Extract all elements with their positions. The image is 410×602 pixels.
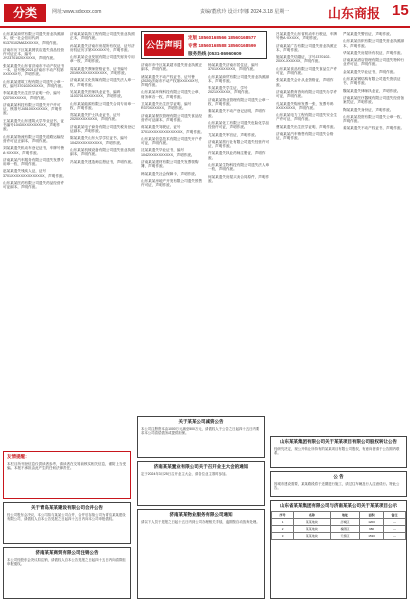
notice-title: 济南某某置业有限公司关于召开业主大会的通知	[153, 464, 249, 469]
classified-item: 李某某遗失出生医学证明一份，编号Q370XXXXXX，声明作废。	[3, 91, 61, 100]
classified-item: 杨某某遗失济南市居住证，编号3701XXXXXXXX，声明作废。	[208, 63, 259, 72]
notice-text: 请以下人员于见报之日起十五日内到公司办理相关手续，逾期按自动放弃处理。	[141, 520, 260, 524]
classified-item: 济南某某装饰工程有限公司遗失营业执照正本，声明作废。	[70, 32, 135, 41]
table-row	[272, 526, 406, 533]
reminder-notice	[3, 451, 131, 499]
table-cell: 历城区	[330, 519, 359, 526]
table-cell: 某某地块	[294, 519, 331, 526]
classified-item: 山东某某商贸有限公司遗失营业执照副本，声明作废。	[208, 74, 270, 83]
table-body	[272, 519, 406, 540]
classified-item: 沈某某遗失毕业证书，编号1042XXXXXXXXXX，声明作废。	[141, 148, 195, 157]
table-cell: 天桥区	[330, 533, 359, 540]
notice-owners	[137, 461, 265, 506]
column-5	[276, 32, 340, 432]
editor-meta: 责编/董欣玲 设计/李娜 2024.3.18 星期一	[200, 9, 290, 15]
classified-item: 秦某某遗失不动产登记证明，声明作废。	[208, 109, 266, 118]
classified-item: 济南某某酒店管理有限公司遗失特种行业许可证，声明作废。	[343, 58, 405, 67]
ad-line-2: 专营 18560168588 18560168599	[188, 43, 256, 48]
notice-title: 山东某某集团有限公司关于某某项目有限公司股权转让公告	[280, 439, 397, 444]
notice-title: 公 告	[333, 474, 344, 479]
classified-item: 周某某遗失教师资格证书，证书编号2019XXXXXXXXXXXX，声明作废。	[70, 66, 129, 76]
classified-item: 孔某某遗失购房发票一张，发票号码XXXXXXXX，声明作废。	[276, 101, 334, 110]
notice-text: 经研究决定，现公开转让所持有的某某项目有限公司股权，有意向者请于公告期内联系。	[274, 447, 400, 456]
notice-text: 本公司经股东会决议拟注销，请债权人自本公告见报之日起四十五日内向清算组申报债权。	[7, 558, 126, 567]
classified-item: 山东某某钢结构有限公司遗失资质证书，声明作废。	[343, 77, 401, 86]
classified-item: 曹某某遗失出生医学证明，声明作废。	[276, 124, 338, 129]
classified-item: 孙某某遗失济南市房屋所有权证，证号济房权证历字第XXXXXX号，声明作废。	[70, 43, 135, 52]
column-1	[3, 32, 67, 448]
classified-item: 蒋某某遗失驾驶证，证号3701XXXXXXXXXXXXXX，声明作废。	[141, 125, 205, 134]
classified-item: 卫某某遗失出生医学证明，编号R370XXXXXX，声明作废。	[141, 102, 192, 111]
table-cell: 980	[360, 526, 384, 533]
classified-item: 济南某某物业管理有限公司遗失公章一枚，声明作废。	[208, 97, 270, 107]
table-header-cell: 名称	[294, 512, 331, 519]
notice-property	[137, 509, 265, 599]
classified-item: 山东某某房地产开发有限公司遗失预售许可证，声明作废。	[141, 178, 203, 188]
ad-line-3: 服务热线 (0531-86960609	[188, 51, 242, 56]
classified-item: 山东某某信息技术有限公司遗失开户许可证，声明作废。	[141, 136, 203, 146]
classified-item: 济南某某文化传媒有限公司遗失法人章一枚，声明作废。	[70, 78, 135, 87]
classified-item: 魏某某遗失律师执业证，声明作废。	[343, 88, 401, 93]
reminder-title: 友情提醒：	[7, 454, 30, 459]
notice-title: 济南某某物业服务有限公司通知	[169, 512, 233, 517]
newspaper-brand: 山东商报	[328, 6, 381, 21]
classified-item: 山东某某商贸有限公司遗失营业执照副本，统一社会信用代码91370102MA3XXXXX，声明作废。	[3, 32, 65, 45]
notice-text: 定于2024年3月25日召开业主大会，请各位业主准时参加。	[141, 472, 229, 476]
classified-item: 山东某某投资有限公司遗失公章一枚，声明作废。	[343, 114, 405, 124]
notice-capital	[137, 416, 265, 458]
reminder-text: 本栏目所刊登信息仅供读者参考，请读者在交易前核实相关信息，谨防上当受骗。本报不承担由此产生的任何法律责任。	[7, 462, 126, 471]
classified-item: 何某某遗失房屋买卖合同原件，声明作废。	[208, 174, 270, 183]
column-4	[208, 63, 272, 413]
classified-item: 山东某某食品有限公司遗失食品生产许可证，声明作废。	[276, 66, 338, 76]
classified-item: 金某某遗失毕业证书，声明作废。	[343, 69, 397, 74]
classified-item: 山东某某纺织有限公司遗失营业执照副本，声明作废。	[343, 39, 405, 48]
classified-item: 济南某某汽车销售有限公司遗失合格证，声明作废。	[276, 132, 334, 141]
classified-item: 赵某某遗失残疾人证，证号3701XXXXXXXXXXXXXX，声明作废。	[3, 169, 67, 178]
table-cell: —	[383, 526, 405, 533]
classified-item: 严某某遗失警官证，声明作废。	[343, 32, 394, 36]
notice-text: 因城市建设需要，某某路段将于近期进行施工，请过往车辆及行人注意绕行。特此公告。	[274, 482, 400, 491]
classified-item: 张某某遗失会计从业资格证，声明作废。	[276, 78, 334, 87]
table-header-row	[272, 512, 406, 519]
table-cell: 槐荫区	[330, 526, 359, 533]
classified-item: 吴某某遗失医师执业证书，编码1103701XXXXXXXX，声明作废。	[70, 89, 125, 99]
classified-item: 陈某某遗失山东大学学位证书，编号1042XXXXXXXXXX，声明作废。	[70, 136, 128, 145]
notice-title: 关于青岛某某建设有限公司合并公告	[31, 505, 103, 510]
classified-item: 尤某某遗失军官证，声明作废。	[208, 132, 259, 137]
notice-table	[271, 511, 406, 540]
classified-item: 褚某某遗失不动产权证书，证号鲁(2020)济南市不动产权第XXXXXX号，声明作废。	[141, 74, 202, 88]
classified-item: 王某某遗失山东建筑大学毕业证书，证书编号1043XXXXXXXXXX，声明作废。	[3, 118, 65, 132]
table-cell: —	[383, 519, 405, 526]
table-cell: 某某地块	[294, 533, 331, 540]
classified-item: 山东某某电力工程有限公司遗失安全生产许可证，声明作废。	[276, 113, 338, 122]
notice-deregister	[3, 547, 131, 599]
classified-item: 济南某某汽车服务有限公司遗失发票专用章一枚，声明作废。	[3, 157, 65, 167]
notice-public	[270, 471, 407, 497]
classified-item: 济南某某电子商务有限公司遗失税务登记证副本，声明作废。	[70, 124, 135, 134]
notice-text: 经公司股东会决议，本公司拟与某某公司合并，合并后存续公司为青岛某某建设有限公司，请债权人自本公告见报之日起四十五日内向本公司申报债权。	[7, 513, 126, 522]
table-header-cell: 序号	[272, 512, 294, 519]
classified-item: 济南某某教育咨询有限公司遗失办学许可证，声明作废。	[276, 89, 338, 99]
table-cell: —	[383, 533, 405, 540]
table-cell: 2	[272, 526, 294, 533]
classified-item: 张某某遗失山东省济南市不动产权证书一本，证号鲁(2021)济南市不动产权第XXXXXX号，声明作废。	[3, 63, 65, 77]
table-row	[272, 533, 406, 540]
classified-item: 施某某遗失结婚证，字号J370102-20XX-XXXXXX，声明作废。	[276, 55, 331, 64]
classified-item: 山东某某化工有限公司遗失危险化学品经营许可证，声明作废。	[208, 120, 270, 130]
classified-item: 山东某某生物科技有限公司遗失法人章一枚，声明作废。	[208, 163, 270, 172]
table-header-cell: 备注	[383, 512, 405, 519]
column-6	[343, 32, 407, 432]
classified-item: 姜某某遗失不动产权证书，声明作废。	[343, 126, 405, 131]
classified-item: 刘某某遗失机动车登记证书，车牌号鲁A·XXXXX，声明作废。	[3, 146, 65, 155]
section-badge: 分类	[4, 4, 46, 22]
classified-item: 山东某某能源有限公司遗失合同专用章一枚，声明作废。	[70, 101, 135, 110]
table-header-cell: 地址	[330, 512, 359, 519]
table-cell: 1	[272, 519, 294, 526]
classified-item: 山东某某建筑工程有限公司遗失公章一枚，编号3701020XXXXX，声明作废。	[3, 79, 65, 88]
classified-item: 冯某某遗失建造师注册证书，声明作废。	[70, 159, 135, 164]
classified-item: 济南市历下区某某餐饮店遗失食品经营许可证正本，编号JY23701020XXXXX，声明作废。	[3, 47, 65, 61]
notice-merger	[3, 502, 131, 544]
table-cell: 1530	[360, 533, 384, 540]
notice-equity	[270, 436, 407, 468]
classified-item: 朱某某遗失学生证，学号2021XXXXXX，声明作废。	[208, 86, 252, 95]
classified-item: 山东某某医药有限公司遗失药品经营许可证副本，声明作废。	[3, 181, 65, 190]
classified-item: 郑某某遗失护士执业证书，证号2020XXXXXXXX，声明作废。	[70, 113, 121, 122]
column-3	[141, 63, 205, 413]
classified-item: 山东某某机械设备有限公司遗失营业执照副本，声明作废。	[70, 147, 135, 157]
notice-text: 本公司注册资本由1000万元减至500万元，请债权人于公告之日起四十五日内要求本公司清偿债务或提供担保。	[141, 427, 260, 436]
classified-item: 山东某某物流有限公司遗失道路运输经营许可证正副本，声明作废。	[3, 134, 65, 143]
notice-title: 关于某某公司减资公告	[178, 419, 224, 424]
column-2	[70, 32, 136, 448]
ad-logo: 公告声明	[144, 34, 184, 56]
ad-box	[141, 31, 267, 59]
classified-item: 济南某某餐饮管理有限公司遗失食品经营许可证副本，声明作废。	[141, 113, 203, 122]
classified-item: 韩某某遗失社会保障卡，声明作废。	[141, 171, 199, 176]
notice-table-box	[270, 500, 407, 599]
table-cell: 某某地块	[294, 526, 331, 533]
classified-item: 山东某某环保科技有限公司遗失公章、财务章各一枚，声明作废。	[141, 90, 203, 99]
classified-item: 陶某某遗失身份证，声明作废。	[343, 107, 394, 112]
page-number: 15	[392, 2, 409, 19]
ad-line-1: 定版 18560168566 18560168577	[188, 35, 256, 40]
classified-item: 山东某某农业发展有限公司遗失财务专用章一枚，声明作废。	[70, 55, 135, 64]
table-cell: 3	[272, 533, 294, 540]
classified-item: 济南某某旅行社有限公司遗失经营许可证，声明作废。	[208, 139, 270, 149]
notice-title: 济南某某商贸有限公司注销公告	[35, 550, 99, 555]
notice-title: 山东省某某集团有限公司与济南某某公司关于某某项目公示	[280, 503, 397, 508]
classified-item: 济南某某广告有限公司遗失营业执照正本，声明作废。	[276, 43, 338, 52]
classified-item: 济南某某科技有限公司遗失开户许可证，核准号J4510XXXXXXX，声明作废。	[3, 102, 62, 116]
classified-item: 吕某某遗失山东省机动车行驶证，车牌号鲁A·XXXXX，声明作废。	[276, 32, 338, 41]
classified-item: 许某某遗失执业药师注册证，声明作废。	[208, 151, 266, 160]
table-header-cell: 面积	[360, 512, 384, 519]
table-row	[272, 519, 406, 526]
table-cell: 1200	[360, 519, 384, 526]
classified-item: 济南某某建材有限公司遗失发票领购簿，声明作废。	[141, 160, 199, 169]
classified-item: 济南某某医疗器械有限公司遗失经营备案凭证，声明作废。	[343, 95, 405, 105]
page-header	[0, 0, 410, 28]
site-url: 网址:www.sdxxxx.com	[52, 9, 102, 15]
classified-item: 华某某遗失房屋所有权证，声明作废。	[343, 50, 405, 55]
classified-item: 济南市市中区某某超市遗失营业执照正副本，声明作废。	[141, 63, 203, 72]
